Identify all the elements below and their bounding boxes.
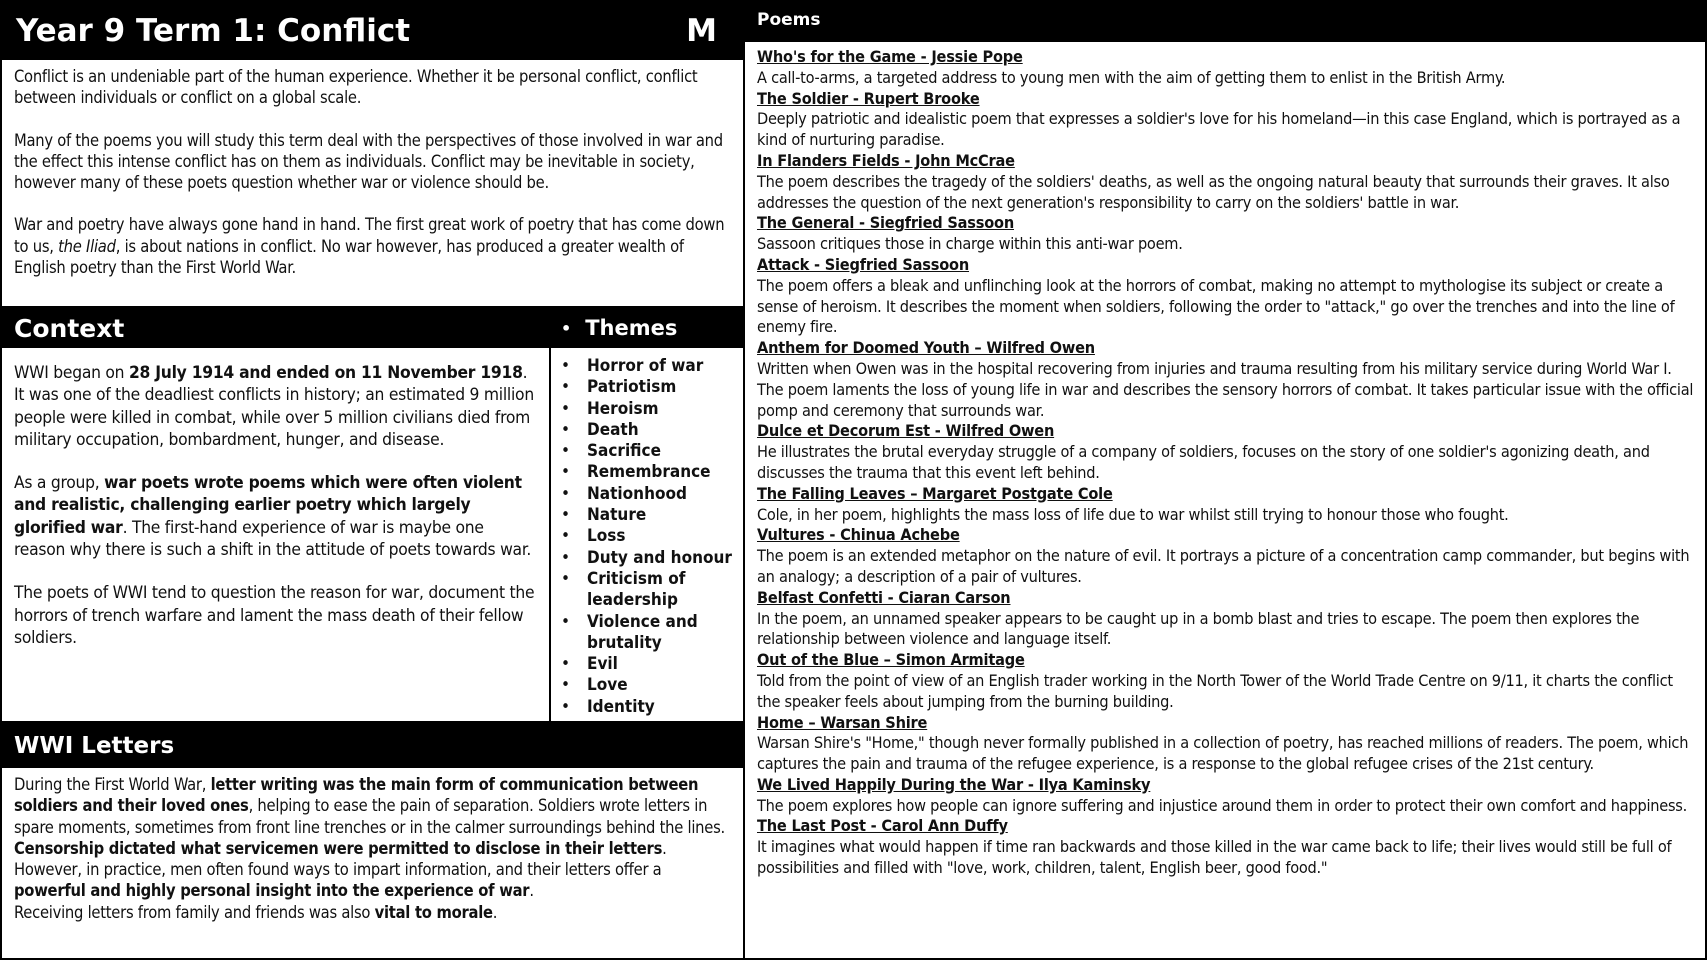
theme-item: • Criticism of leadership <box>561 569 743 612</box>
poem-entry <box>757 151 1695 213</box>
poem-description: A call-to-arms, a targeted address to young men with the aim of getting them to enlist in the British Army. <box>757 67 1506 87</box>
poem-entry <box>757 421 1695 483</box>
theme-item: • Sacrifice <box>561 441 743 462</box>
context-text <box>2 348 549 649</box>
poem-description: Cole, in her poem, highlights the mass loss of life due to war whilst still trying to honour those who fought. <box>757 504 1509 524</box>
poem-entry <box>757 713 1695 775</box>
poem-description: The poem offers a bleak and unflinching look at the horrors of combat, making no attempt to mythologise its subject or create a sense of heroism. It describes the moment when soldiers, following the order to "attack," go over the trenches and into the line of enemy fire. <box>757 275 1675 337</box>
context-paragraph-3: The poets of WWI tend to question the reason for war, document the horrors of trench warfare and lament the mass death of their fellow soldiers. <box>14 583 535 648</box>
themes-panel <box>549 306 745 723</box>
poem-description: In the poem, an unnamed speaker appears to be caught up in a bomb blast and tries to escape. The poem then explores the relationship between violence and language itself. <box>757 608 1640 649</box>
context-p1-part-1: WWI began on <box>14 363 129 383</box>
poem-title: Attack - Siegfried Sassoon <box>757 254 970 274</box>
theme-item: • Loss <box>561 526 743 547</box>
intro-paragraph-3 <box>14 214 731 278</box>
themes-heading-bar <box>551 308 743 348</box>
poem-description: Sassoon critiques those in charge within this anti-war poem. <box>757 234 1183 254</box>
page-title: Year 9 Term 1: Conflict <box>16 13 411 49</box>
letters-s1-bold: letter writing was the main form of communication between soldiers and their loved ones <box>14 775 699 816</box>
letters-text <box>2 768 743 923</box>
poem-description: Told from the point of view of an English trader working in the North Tower of the World Trade Centre on 9/11, it charts the conflict the speaker feels about jumping from the burning building. <box>757 670 1673 711</box>
theme-item: • Horror of war <box>561 356 743 377</box>
letters-s3-part-1: However, in practice, men often found ways to impart information, and their letters offer a <box>14 860 662 880</box>
poem-title: The Soldier - Rupert Brooke <box>757 88 980 108</box>
morale-statement: vital to morale <box>374 902 493 922</box>
letters-paragraph <box>14 774 731 923</box>
poem-entry <box>757 525 1695 587</box>
theme-item: • Remembrance <box>561 462 743 483</box>
war-dates: 28 July 1914 and ended on 11 November 1918 <box>128 363 523 383</box>
poem-title: In Flanders Fields - John McCrae <box>757 150 1015 170</box>
poem-description: Written when Owen was in the hospital recovering from injuries and trauma resulting from his military service during World War I. The poem laments the loss of young life in war and describes the sensory horrors of combat. It takes particular issue with the official pomp and ceremony that surrounds war. <box>757 358 1694 420</box>
poem-description: He illustrates the brutal everyday struggle of a company of soldiers, focuses on the story of one soldier's agonizing death, and discusses the trauma that this event left behind. <box>757 442 1650 482</box>
poem-description: It imagines what would happen if time ran backwards and those killed in the war came back to life; their lives would still be full of possibilities and filled with "love, work, children, talent, English beer, good food." <box>757 837 1672 878</box>
letters-s2-end: . <box>662 838 667 858</box>
theme-item: • Heroism <box>561 399 743 420</box>
intro-paragraph-1: Conflict is an undeniable part of the human experience. Whether it be personal conflict, conflict between individuals or conflict on a global scale. <box>14 67 698 108</box>
poem-title: Who's for the Game - Jessie Pope <box>757 47 1023 66</box>
context-panel <box>0 306 551 723</box>
poem-title: The Falling Leaves – Margaret Postgate Cole <box>757 483 1113 503</box>
poem-title: The General - Siegfried Sassoon <box>757 213 1015 233</box>
iliad-reference: the Iliad <box>58 236 116 256</box>
title-bar <box>2 2 743 60</box>
poem-entry <box>757 588 1695 650</box>
context-p1-part-3: . It was one of the deadliest conflicts in history; an estimated 9 million people were killed in combat, while over 5 million civilians died from military occupation, bombardment, hunger, and disease. <box>14 363 534 450</box>
theme-item: • Nature <box>561 505 743 526</box>
war-poets-statement: war poets wrote poems which were often violent and realistic, challenging earlier poetry which largely glorified war <box>14 473 522 538</box>
intro-p3-part-3: , is about nations in conflict. No war however, has produced a greater wealth of English poetry than the First World War. <box>14 236 684 278</box>
poem-entry <box>757 816 1695 878</box>
poem-entry <box>757 89 1695 151</box>
poem-entry <box>757 650 1695 712</box>
letters-heading-bar <box>2 723 743 768</box>
poems-heading: Poems <box>757 10 821 30</box>
poem-description: Warsan Shire's "Home," though never formally published in a collection of poetry, has reached millions of readers. The poem, which captures the pain and trauma of the refugee experience, is a response to the global refugee crises of the 21st century. <box>757 733 1689 774</box>
context-p2-part-1: As a group, <box>14 473 105 494</box>
poem-entry <box>757 775 1695 817</box>
poem-description: Deeply patriotic and idealistic poem that expresses a soldier's love for his homeland—in this case England, which is portrayed as a kind of nurturing paradise. <box>757 109 1681 150</box>
letters-s1-part-3: , helping to ease the pain of separation. Soldiers wrote letters in spare moments, sometimes from front line trenches or in the calmer surroundings behind the lines. <box>14 796 725 837</box>
letters-panel <box>0 721 745 960</box>
letters-heading: WWI Letters <box>14 732 175 759</box>
context-paragraph-2 <box>14 472 537 561</box>
theme-item: • Violence and brutality <box>561 612 743 655</box>
letters-s3-bold: powerful and highly personal insight into the experience of war <box>14 881 530 901</box>
letters-s1-part-1: During the First World War, <box>14 775 211 794</box>
bullet-icon: • <box>561 318 572 338</box>
poem-entry <box>757 47 1695 89</box>
poem-entry <box>757 484 1695 526</box>
poem-description: The poem is an extended metaphor on the nature of evil. It portrays a picture of a concentration camp commander, but begins with an analogy; a description of a pair of vultures. <box>757 546 1690 586</box>
theme-item: • Death <box>561 420 743 441</box>
context-heading: Context <box>14 313 125 343</box>
intro-panel <box>0 0 745 308</box>
theme-item: • Duty and honour <box>561 548 743 569</box>
theme-item: • Patriotism <box>561 377 743 398</box>
poems-panel <box>743 0 1707 960</box>
theme-item: • Nationhood <box>561 484 743 505</box>
context-heading-bar <box>2 308 549 348</box>
poems-heading-bar <box>745 2 1705 42</box>
context-p2-part-3: . The first-hand experience of war is maybe one reason why there is such a shift in the attitude of poets towards war. <box>14 517 532 561</box>
poem-title: Out of the Blue – Simon Armitage <box>757 650 1025 670</box>
poem-entry <box>757 255 1695 338</box>
poem-description: The poem explores how people can ignore suffering and injustice around them in order to protect their own comfort and happiness. <box>757 795 1687 815</box>
intro-p3-part-1: War and poetry have always gone hand in hand. The first great work of poetry that has come down to us, <box>14 215 725 256</box>
intro-paragraph-2: Many of the poems you will study this term deal with the perspectives of those involved in war and the effect this intense conflict has on them as individuals. Conflict may be inevitable in society, however many of these poets question whether war or violence should be. <box>14 130 723 193</box>
context-paragraph-1 <box>14 362 537 451</box>
poem-title: The Last Post - Carol Ann Duffy <box>757 816 1008 836</box>
poem-title: We Lived Happily During the War - Ilya Kaminsky <box>757 774 1151 794</box>
poems-list <box>745 42 1705 879</box>
poem-title: Belfast Confetti - Ciaran Carson <box>757 587 1011 607</box>
censorship-statement: Censorship dictated what servicemen were permitted to disclose in their letters <box>14 838 663 858</box>
poem-title: Anthem for Doomed Youth – Wilfred Owen <box>757 338 1095 358</box>
poem-entry <box>757 338 1695 421</box>
themes-heading: Themes <box>585 316 678 340</box>
letters-s3-end: . <box>529 881 534 901</box>
poem-description: The poem describes the tragedy of the soldiers' deaths, as well as the ongoing natural beauty that surrounds their graves. It also addresses the question of the next generation's responsibility to carry on the soldiers' battle in war. <box>757 171 1670 212</box>
letters-s4-part-1: Receiving letters from family and friends was also <box>14 902 375 922</box>
poem-title: Dulce et Decorum Est - Wilfred Owen <box>757 421 1055 441</box>
theme-item: • Evil <box>561 654 743 675</box>
set-badge: M <box>686 13 717 49</box>
theme-item: • Identity <box>561 697 743 718</box>
themes-list <box>551 348 743 718</box>
theme-item: • Love <box>561 675 743 696</box>
poem-entry <box>757 213 1695 255</box>
poem-title: Home – Warsan Shire <box>757 712 928 732</box>
letters-s4-end: . <box>492 902 498 922</box>
poem-title: Vultures - Chinua Achebe <box>757 525 960 545</box>
intro-text <box>2 60 743 278</box>
